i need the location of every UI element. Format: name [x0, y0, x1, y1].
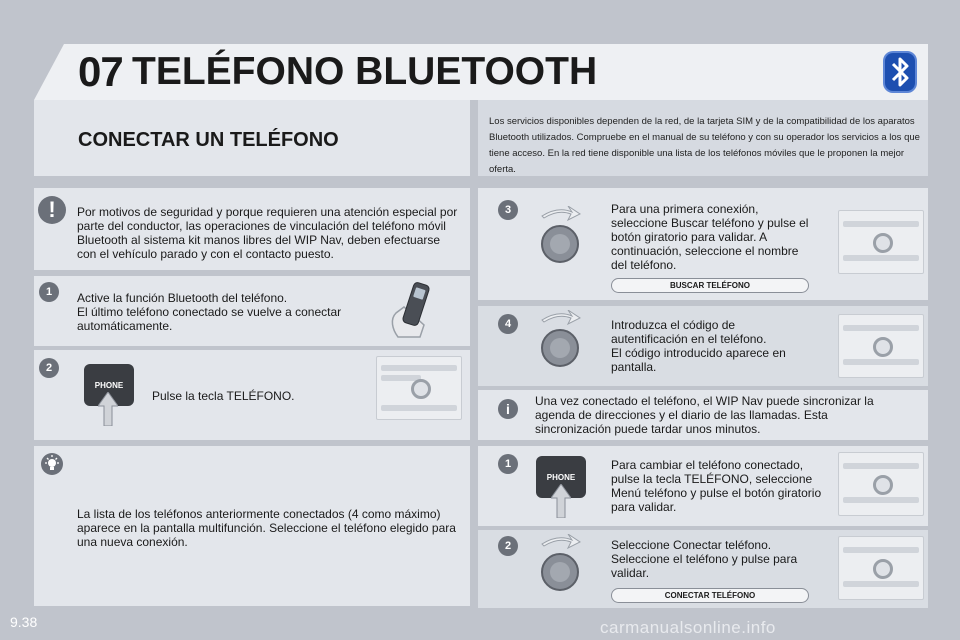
step2-badge: 2: [39, 358, 59, 378]
page-title: TELÉFONO BLUETOOTH: [132, 50, 598, 93]
rotary-knob-icon: [536, 534, 582, 596]
step2-text: Pulse la tecla TELÉFONO.: [152, 389, 295, 403]
bluetooth-glyph-icon: [885, 53, 915, 91]
step3-badge: 3: [498, 200, 518, 220]
rotary-knob-icon: [536, 310, 582, 372]
radio-unit-illustration: [838, 536, 924, 600]
change-step2-badge: 2: [498, 536, 518, 556]
watermark: carmanualsonline.info: [600, 618, 776, 637]
sync-info-text: Una vez conectado el teléfono, el WIP Nav puede sincronizar la agenda de direcciones y el diario de las llamadas. Esta sincronización puede tardar unos minutos.: [535, 394, 874, 436]
bluetooth-icon: [883, 51, 917, 93]
tip-text: La lista de los teléfonos anteriormente conectados (4 como máximo) aparece en la pantalla multifunción. Seleccione el teléfono elegido para una nueva conexión.: [77, 507, 456, 549]
info-icon: i: [498, 399, 518, 419]
warning-badge: !: [38, 196, 66, 224]
page-number: 9.38: [10, 614, 38, 630]
change-step1-text: Para cambiar el teléfono conectado, pulse la tecla TELÉFONO, seleccione Menú teléfono y pulse el botón giratorio para validar.: [611, 458, 822, 514]
phone-in-hand-icon: [380, 279, 460, 343]
connect-phone-button[interactable]: CONECTAR TELÉFONO: [611, 588, 809, 603]
warning-text: Por motivos de seguridad y porque requieren una atención especial por parte del conductor, las operaciones de vinculación del teléfono móvil Bluetooth al sistema kit manos libres del WIP Nav, deben efectuarse con el vehículo parado y con el contacto puesto.: [77, 205, 458, 261]
radio-unit-illustration: [838, 210, 924, 274]
section-title: CONECTAR UN TELÉFONO: [78, 129, 339, 151]
radio-unit-illustration: [376, 356, 462, 420]
step4-badge: 4: [498, 314, 518, 334]
lightbulb-icon: [40, 452, 64, 476]
chapter-number: 07: [78, 48, 123, 95]
phone-key-button[interactable]: PHONE: [536, 456, 586, 498]
change-step2-text: Seleccione Conectar teléfono. Seleccione el teléfono y pulse para validar.: [611, 538, 798, 580]
radio-unit-illustration: [838, 314, 924, 378]
step3-text: Para una primera conexión, seleccione Buscar teléfono y pulse el botón giratorio para validar. A continuación, seleccione el nombre del teléfono.: [611, 202, 809, 272]
rotary-knob-icon: [536, 206, 582, 268]
info-note: Los servicios disponibles dependen de la red, de la tarjeta SIM y de la compatibilidad de los aparatos Bluetooth utilizados. Compruebe en el manual de su teléfono y con su operador los servicios a los que tiene acceso. En la red tiene disponible una lista de los teléfonos móviles que le proponen la mejor oferta.: [489, 116, 920, 175]
radio-unit-illustration: [838, 452, 924, 516]
change-step1-badge: 1: [498, 454, 518, 474]
step1-text: Active la función Bluetooth del teléfono. El último teléfono conectado se vuelve a conectar automáticamente.: [77, 291, 342, 333]
phone-key-button[interactable]: PHONE: [84, 364, 134, 406]
search-phone-button[interactable]: BUSCAR TELÉFONO: [611, 278, 809, 293]
press-arrow-icon: [551, 484, 571, 518]
step1-badge: 1: [39, 282, 59, 302]
step4-text: Introduzca el código de autentificación en el teléfono. El código introducido aparece en pantalla.: [611, 318, 786, 374]
press-arrow-icon: [98, 392, 118, 426]
